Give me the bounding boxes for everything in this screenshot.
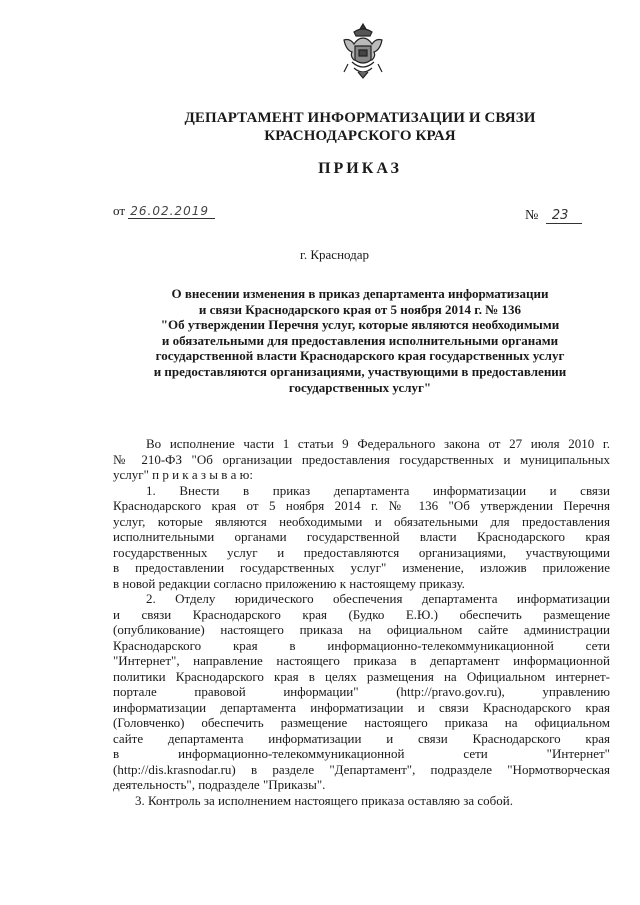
number-prefix: № <box>525 208 539 223</box>
body-line: Во исполнение части 1 статьи 9 Федерального закона от 27 июля 2010 г. <box>146 436 610 451</box>
body-line: портале правовой информации" (http://pravo.gov.ru), управлению <box>113 684 610 699</box>
subject-line: "Об утверждении Перечня услуг, которые являются необходимыми <box>160 317 560 333</box>
order-date: 26.02.2019 <box>128 204 215 219</box>
body-line: "Интернет", направление настоящего приказа в департамент информационной <box>113 653 610 668</box>
body-line: деятельность", подразделе "Приказы". <box>113 777 326 792</box>
order-date-row <box>113 203 215 219</box>
order-number: 23 <box>546 208 583 224</box>
body-line: Краснодарского края в информационно-телекоммуникационной сети <box>113 637 610 653</box>
order-number-row <box>525 208 582 224</box>
body-line: сайте департамента информатизации и связи Краснодарского края <box>113 730 610 746</box>
body-line: государственных услуг и предоставляются организациями, участвующими <box>113 544 610 560</box>
body-line: Краснодарского края от 5 ноября 2014 г. № 136 "Об утверждении Перечня <box>113 498 610 513</box>
order-title: ПРИКАЗ <box>318 160 402 177</box>
subject-line: и обязательными для предоставления исполнительными органами <box>161 332 559 348</box>
body-line: в информационно-телекоммуникационной сети "Интернет" <box>113 746 610 761</box>
body-line: № 210-ФЗ "Об организации предоставления государственных и муниципальных <box>113 451 610 467</box>
subject-line: и связи Краснодарского края от 5 ноября 2014 г. № 136 <box>198 301 522 317</box>
department-name-line2: КРАСНОДАРСКОГО КРАЯ <box>264 128 456 144</box>
coat-of-arms-emblem <box>340 22 386 80</box>
body-line: в предоставлении государственных услуг" изменение, изложив приложение <box>113 560 610 575</box>
subject-line: О внесении изменения в приказ департамента информатизации <box>171 286 549 301</box>
body-line: (опубликование) настоящего приказа на официальном сайте администрации <box>113 622 610 637</box>
order-body <box>113 436 610 808</box>
date-prefix: от <box>113 203 126 218</box>
body-line: 2. Отделу юридического обеспечения департамента информатизации <box>146 591 610 606</box>
body-line: услуг, которые являются необходимыми и обязательными для предоставления <box>113 513 610 529</box>
body-line: политики Краснодарского края в целях размещения на Официальном интернет- <box>113 668 610 684</box>
department-name-line1: ДЕПАРТАМЕНТ ИНФОРМАТИЗАЦИИ И СВЯЗИ <box>184 110 536 126</box>
body-line: информатизации департамента информатизации и связи Краснодарского края <box>113 699 610 715</box>
body-line: исполнительными органами государственной власти Краснодарского края <box>113 529 610 544</box>
body-line: в новой редакции согласно приложению к настоящему приказу. <box>113 575 465 591</box>
order-subject <box>110 286 610 395</box>
subject-line: государственной власти Краснодарского края государственных услуг <box>155 348 565 364</box>
body-line: (Головченко) обеспечить размещение настоящего приказа на официальном <box>113 715 610 730</box>
body-line: 3. Контроль за исполнением настоящего приказа оставляю за собой. <box>135 792 513 808</box>
body-line: (http://dis.krasnodar.ru) в разделе "Департамент", подразделе "Нормотворческая <box>113 761 610 777</box>
subject-line: и предоставляются организациями, участвующими в предоставлении <box>153 363 567 379</box>
body-line: и связи Краснодарского края (Будко Е.Ю.) обеспечить размещение <box>113 606 610 622</box>
body-line: 1. Внести в приказ департамента информатизации и связи <box>146 482 610 498</box>
city: г. Краснодар <box>300 247 370 262</box>
body-line: услуг" п р и к а з ы в а ю: <box>113 467 253 482</box>
subject-line: государственных услуг" <box>288 379 432 395</box>
